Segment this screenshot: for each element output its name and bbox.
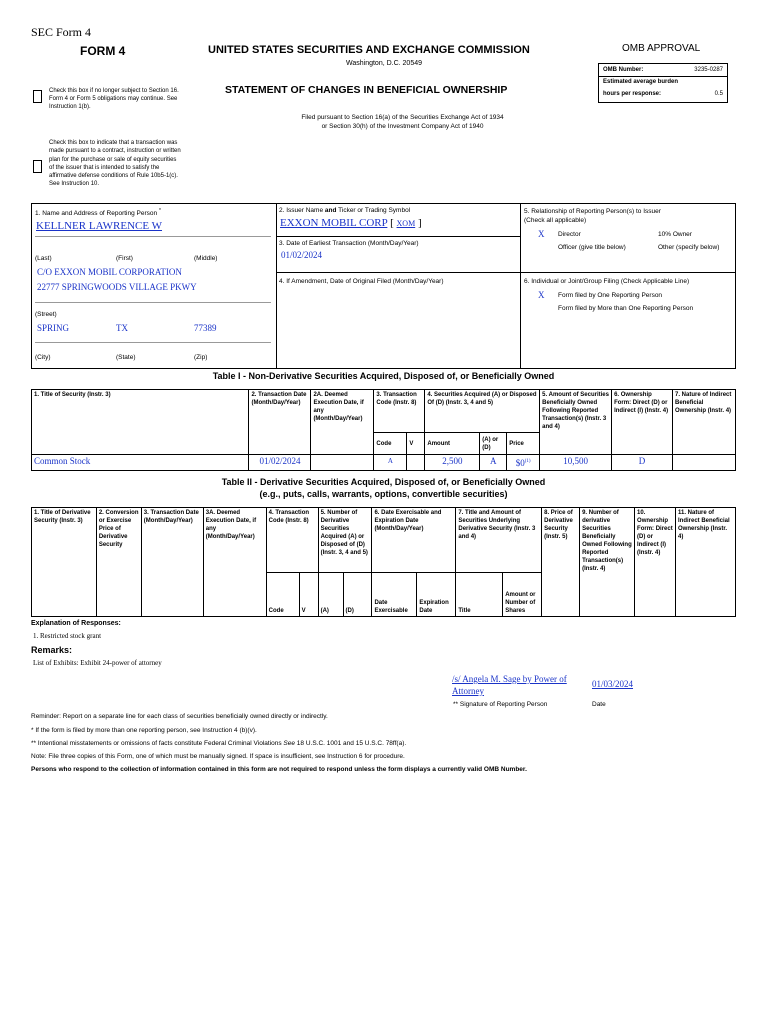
t2-sub-amount: Amount or Number of Shares bbox=[503, 573, 542, 617]
sec-form-label: SEC Form 4 bbox=[31, 25, 92, 39]
t2-h9: 9. Number of derivative Securities Beneficially Owned Following Reported Transaction(s) (Instr. 4) bbox=[580, 508, 635, 617]
box5-label: 5. Relationship of Reporting Person(s) to Issuer (Check all applicable) bbox=[524, 208, 661, 224]
table2 bbox=[31, 507, 736, 617]
ticker-link[interactable]: XOM bbox=[396, 219, 416, 228]
t1-h6: 6. Ownership Form: Direct (D) or Indirect (I) (Instr. 4) bbox=[612, 390, 673, 455]
statement-title: STATEMENT OF CHANGES IN BENEFICIAL OWNERSHIP bbox=[225, 84, 508, 96]
t2-h11: 11. Nature of Indirect Beneficial Ownership (Instr. 4) bbox=[676, 508, 736, 617]
note-star: * If the form is filed by more than one reporting person, see Instruction 4 (b)(v). bbox=[31, 727, 257, 734]
t1-h4: 4. Securities Acquired (A) or Disposed Of (D) (Instr. 3, 4 and 5) bbox=[425, 390, 540, 433]
section16-text: Check this box if no longer subject to Section 16. Form 4 or Form 5 obligations may continue. See Instruction 1(b). bbox=[49, 88, 179, 110]
officer-label: Officer (give title below) bbox=[558, 244, 626, 251]
section16-checkbox[interactable] bbox=[33, 90, 42, 103]
filed-pursuant: Filed pursuant to Section 16(a) of the Securities Exchange Act of 1934 or Section 30(h) of the Investment Company Act of 1940 bbox=[301, 114, 504, 130]
t1-h3: 3. Transaction Code (Instr. 8) bbox=[374, 390, 425, 433]
t2-sub-exercisable: Date Exercisable bbox=[372, 573, 417, 617]
t1-amount: 2,500 bbox=[425, 455, 480, 471]
rule10b5-text: Check this box to indicate that a transaction was made pursuant to a contract, instruction or written plan for the purchase or sale of equity securities of the issuer that is intended to satisfy the affirmative defense conditions of Rule 10b5-1(c). See Instruction 10. bbox=[49, 140, 181, 188]
t1-sub-code: Code bbox=[374, 433, 407, 455]
t1-deemed-date bbox=[311, 455, 374, 471]
t2-h5: 5. Number of Derivative Securities Acquired (A) or Disposed of (D) (Instr. 3, 4 and 5) bbox=[318, 508, 372, 573]
t1-sub-amount: Amount bbox=[425, 433, 480, 455]
remarks-title: Remarks: bbox=[31, 645, 73, 655]
box2-label: 2. Issuer Name and Ticker or Trading Symbol bbox=[279, 207, 411, 214]
t1-aord: A bbox=[480, 455, 507, 471]
issuer-name-link[interactable]: EXXON MOBIL CORP bbox=[280, 217, 388, 229]
t2-h6: 6. Date Exercisable and Expiration Date (Month/Day/Year) bbox=[372, 508, 456, 573]
other-label: Other (specify below) bbox=[658, 244, 720, 251]
box6-label: 6. Individual or Joint/Group Filing (Check Applicable Line) bbox=[524, 278, 690, 285]
t1-nature bbox=[673, 455, 736, 471]
omb-number-value: 3235-0287 bbox=[694, 67, 723, 73]
address-line2: 22777 SPRINGWOODS VILLAGE PKWY bbox=[37, 282, 197, 292]
last-label: (Last) bbox=[35, 255, 52, 262]
t1-owned: 10,500 bbox=[540, 455, 612, 471]
date-label: Date bbox=[592, 701, 606, 708]
zip-value: 77389 bbox=[194, 323, 217, 333]
box3-label: 3. Date of Earliest Transaction (Month/Day/Year) bbox=[279, 240, 419, 247]
t1-h2a: 2A. Deemed Execution Date, if any (Month/Day/Year) bbox=[311, 390, 374, 455]
omb-hours-value: 0.5 bbox=[714, 91, 723, 97]
t1-h5: 5. Amount of Securities Beneficially Owned Following Reported Transaction(s) (Instr. 3 and 4) bbox=[540, 390, 612, 455]
signature-link[interactable]: /s/ Angela M. Sage by Power of Attorney bbox=[452, 674, 567, 696]
table2-title: Table II - Derivative Securities Acquired, Disposed of, or Beneficially Owned (e.g., puts, calls, warrants, options, convertible securities) bbox=[221, 477, 546, 499]
remarks-text: List of Exhibits: Exhibit 24-power of attorney bbox=[33, 659, 162, 667]
t2-sub-title: Title bbox=[456, 573, 503, 617]
t1-h2: 2. Transaction Date (Month/Day/Year) bbox=[249, 390, 311, 455]
omb-number-label: OMB Number: bbox=[603, 67, 644, 73]
price-footnote[interactable]: (1) bbox=[524, 459, 531, 464]
t1-price: $0$^{(1)}$ bbox=[507, 455, 540, 471]
t2-sub-a: (A) bbox=[318, 573, 343, 617]
city-label: (City) bbox=[35, 354, 51, 361]
reminder-text: Reminder: Report on a separate line for each class of securities beneficially owned directly or indirectly. bbox=[31, 713, 328, 720]
omb-title: OMB APPROVAL bbox=[622, 43, 701, 54]
first-label: (First) bbox=[116, 255, 133, 262]
t1-sub-aord: (A) or (D) bbox=[480, 433, 507, 455]
explanation-1: 1. Restricted stock grant bbox=[33, 632, 102, 640]
t2-h4: 4. Transaction Code (Instr. 8) bbox=[266, 508, 318, 573]
box1-label: 1. Name and Address of Reporting Person * bbox=[35, 208, 161, 218]
agency-title: UNITED STATES SECURITIES AND EXCHANGE COMMISSION bbox=[208, 44, 530, 56]
middle-label: (Middle) bbox=[194, 255, 218, 262]
director-label: Director bbox=[558, 231, 581, 238]
t2-h10: 10. Ownership Form: Direct (D) or Indirect (I) (Instr. 4) bbox=[635, 508, 676, 617]
zip-label: (Zip) bbox=[194, 354, 208, 361]
rule10b5-checkbox[interactable] bbox=[33, 160, 42, 173]
t2-sub-v: V bbox=[299, 573, 318, 617]
state-label: (State) bbox=[116, 354, 136, 361]
one-person-mark[interactable]: X bbox=[538, 290, 545, 300]
agency-city: Washington, D.C. 20549 bbox=[346, 60, 423, 67]
t1-h1: 1. Title of Security (Instr. 3) bbox=[32, 390, 249, 455]
t1-sub-v: V bbox=[407, 433, 425, 455]
t2-sub-d: (D) bbox=[343, 573, 372, 617]
table1 bbox=[31, 389, 736, 471]
earliest-transaction-date: 01/02/2024 bbox=[281, 250, 323, 260]
t2-h3: 3. Transaction Date (Month/Day/Year) bbox=[141, 508, 203, 617]
t1-security: Common Stock bbox=[32, 455, 249, 471]
explanation-title: Explanation of Responses: bbox=[31, 620, 121, 627]
one-person-label: Form filed by One Reporting Person bbox=[558, 292, 663, 299]
address-line1: C/O EXXON MOBIL CORPORATION bbox=[37, 267, 182, 277]
t1-h7: 7. Nature of Indirect Beneficial Ownership (Instr. 4) bbox=[673, 390, 736, 455]
table1-title: Table I - Non-Derivative Securities Acquired, Disposed of, or Beneficially Owned bbox=[212, 371, 555, 381]
reporting-person-name[interactable]: KELLNER LAWRENCE W bbox=[36, 220, 163, 232]
note-double-star: ** Intentional misstatements or omissions of facts constitute Federal Criminal Violations See 18 U.S.C. 1001 and 15 U.S.C. 78ff(a). bbox=[31, 740, 407, 747]
city-value: SPRING bbox=[37, 323, 70, 333]
signature-label: ** Signature of Reporting Person bbox=[453, 701, 548, 708]
box4-label: 4. If Amendment, Date of Original Filed (Month/Day/Year) bbox=[279, 278, 444, 285]
table-row bbox=[32, 455, 736, 471]
signature-date: 01/03/2024 bbox=[592, 679, 634, 689]
issuer-line: EXXON MOBIL CORP [ XOM ] bbox=[280, 217, 422, 229]
omb-burden-label: Estimated average burden bbox=[603, 79, 679, 85]
t1-sub-price: Price bbox=[507, 433, 540, 455]
t1-v bbox=[407, 455, 425, 471]
note-copies: Note: File three copies of this Form, one of which must be manually signed. If space is insufficient, see Instruction 6 for procedure. bbox=[31, 753, 405, 760]
omb-box bbox=[598, 63, 728, 103]
t2-h7: 7. Title and Amount of Securities Underlying Derivative Security (Instr. 3 and 4) bbox=[456, 508, 542, 573]
form-title: FORM 4 bbox=[80, 44, 126, 58]
director-mark[interactable]: X bbox=[538, 229, 545, 239]
t2-sub-expiration: Expiration Date bbox=[417, 573, 456, 617]
state-value: TX bbox=[116, 323, 128, 333]
ten-percent-owner-label: 10% Owner bbox=[658, 231, 692, 238]
omb-hours-label: hours per response: bbox=[603, 91, 662, 97]
more-persons-label: Form filed by More than One Reporting Person bbox=[558, 305, 694, 312]
t2-h1: 1. Title of Derivative Security (Instr. 3) bbox=[32, 508, 97, 617]
t1-code: A bbox=[374, 455, 407, 471]
t2-sub-code: Code bbox=[266, 573, 299, 617]
persons-notice: Persons who respond to the collection of information contained in this form are not required to respond unless the form displays a currently valid OMB Number. bbox=[31, 766, 527, 773]
t2-h2: 2. Conversion or Exercise Price of Derivative Security bbox=[96, 508, 141, 617]
t2-h8: 8. Price of Derivative Security (Instr. 5) bbox=[542, 508, 580, 617]
street-label: (Street) bbox=[35, 311, 57, 318]
t1-date: 01/02/2024 bbox=[249, 455, 311, 471]
t1-form: D bbox=[612, 455, 673, 471]
t2-h3a: 3A. Deemed Execution Date, if any (Month/Day/Year) bbox=[203, 508, 266, 617]
